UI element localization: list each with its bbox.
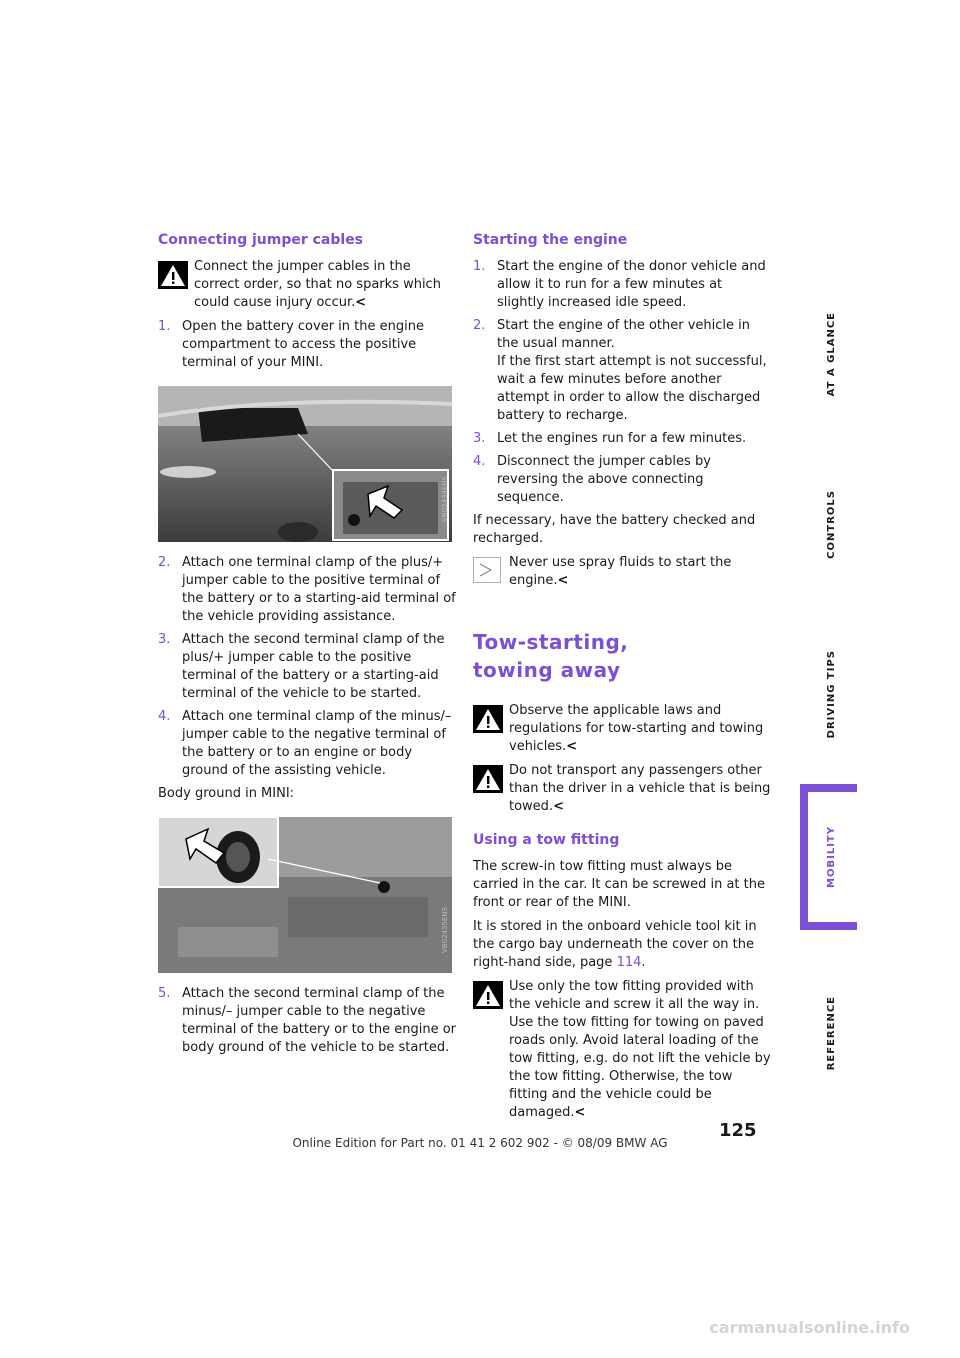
step-text: Attach the second terminal clamp of the minus/– jumper cable to the negative terminal of the battery or to the engine or body ground of the vehicle to be started. bbox=[182, 986, 456, 1055]
step-number: 3. bbox=[473, 431, 486, 446]
heading-connecting-jumper-cables: Connecting jumper cables bbox=[158, 232, 364, 248]
warning-note-laws: Observe the applicable laws and regulations for tow-starting and towing vehicles.< bbox=[473, 702, 773, 756]
footer-edition: Online Edition for Part no. 01 41 2 602 902 - © 08/09 BMW AG bbox=[292, 1136, 668, 1150]
tip-arrow-icon bbox=[473, 557, 501, 583]
recharge-paragraph: If necessary, have the battery checked and recharged. bbox=[473, 513, 756, 546]
step-number: 2. bbox=[158, 555, 171, 570]
right-column bbox=[473, 230, 773, 1128]
step-text: Let the engines run for a few minutes. bbox=[497, 431, 747, 446]
body-ground-caption: Body ground in MINI: bbox=[158, 786, 295, 801]
step-number: 1. bbox=[158, 319, 171, 334]
heading-starting-engine: Starting the engine bbox=[473, 232, 628, 248]
step-text: Attach one terminal clamp of the plus/+ jumper cable to the positive terminal of the battery or to a starting-aid terminal of the vehicle providing assistance. bbox=[182, 555, 456, 624]
warning-note-tow-fitting: Use only the tow fitting provided with the vehicle and screw it all the way in. Use the tow fitting for towing on paved roads only. Avoid lateral loading of the tow fitting, e.g. do not lift the vehicle by the tow fitting. Otherwise, the tow fitting and the vehicle could be damaged.< bbox=[473, 978, 773, 1122]
warning-triangle-icon bbox=[473, 981, 503, 1009]
figure-body-ground bbox=[158, 817, 452, 973]
side-tab-reference[interactable]: REFERENCE bbox=[826, 996, 837, 1071]
tow-fitting-paragraph-2: It is stored in the onboard vehicle tool kit in the cargo bay underneath the cover on the right-hand side, page 114. bbox=[473, 919, 757, 970]
figure-battery-cover bbox=[158, 386, 452, 542]
tow-fitting-paragraph-1: The screw-in tow fitting must always be carried in the car. It can be screwed in at the front or rear of the MINI. bbox=[473, 859, 765, 910]
step-number: 4. bbox=[473, 454, 486, 469]
watermark: carmanualsonline.info bbox=[709, 1318, 910, 1337]
warning-note-passengers: Do not transport any passengers other than the driver in a vehicle that is being towed.< bbox=[473, 762, 773, 816]
end-mark: < bbox=[574, 1105, 586, 1120]
step-number: 5. bbox=[158, 986, 171, 1001]
side-tab-controls[interactable]: CONTROLS bbox=[826, 490, 837, 559]
end-mark: < bbox=[355, 295, 367, 310]
step-text: Start the engine of the other vehicle in the usual manner. If the first start attempt is not successful, wait a few minutes before another attempt in order to allow the discharged battery to recharge. bbox=[497, 318, 767, 423]
tip-note-spray: Never use spray fluids to start the engine.< bbox=[473, 554, 773, 590]
start-step-2 bbox=[473, 317, 773, 425]
step-text: Attach the second terminal clamp of the plus/+ jumper cable to the positive terminal of the battery or a starting-aid terminal of the vehicle to be started. bbox=[182, 632, 445, 701]
side-tab-at-a-glance[interactable]: AT A GLANCE bbox=[826, 312, 837, 397]
start-step-4 bbox=[473, 453, 773, 507]
warning-triangle-icon bbox=[473, 705, 503, 733]
end-mark: < bbox=[553, 799, 564, 814]
step-number: 2. bbox=[473, 318, 486, 333]
step-3 bbox=[158, 631, 458, 703]
step-number: 3. bbox=[158, 632, 171, 647]
page-number: 125 bbox=[719, 1120, 757, 1141]
heading-tow-starting: Tow-starting, towing away bbox=[473, 630, 629, 682]
warning-note-connect-order: Connect the jumper cables in the correct order, so that no sparks which could cause injury occur.< bbox=[158, 258, 458, 312]
step-text: Disconnect the jumper cables by reversing the above connecting sequence. bbox=[497, 454, 711, 505]
end-mark: < bbox=[557, 573, 569, 588]
warning-triangle-icon bbox=[158, 261, 188, 289]
figure-code: VB02434ENS bbox=[441, 476, 449, 522]
step-number: 4. bbox=[158, 709, 171, 724]
start-step-3 bbox=[473, 430, 773, 448]
left-column bbox=[158, 230, 458, 1062]
side-tab-mobility[interactable]: MOBILITY bbox=[826, 826, 837, 888]
step-text: Open the battery cover in the engine compartment to access the positive terminal of your MINI. bbox=[182, 319, 424, 370]
heading-using-tow-fitting: Using a tow fitting bbox=[473, 832, 620, 848]
step-text: Attach one terminal clamp of the minus/– jumper cable to the negative terminal of the battery or to an engine or body ground of the assisting vehicle. bbox=[182, 709, 452, 778]
figure-code: VB02435ENS bbox=[441, 907, 449, 953]
end-mark: < bbox=[566, 739, 578, 754]
warning-triangle-icon bbox=[473, 765, 503, 793]
step-2 bbox=[158, 554, 458, 626]
page-reference-link[interactable]: 114 bbox=[616, 955, 642, 970]
step-4 bbox=[158, 708, 458, 780]
start-step-1 bbox=[473, 258, 773, 312]
step-1 bbox=[158, 318, 458, 372]
step-text: Start the engine of the donor vehicle and allow it to run for a few minutes at slightly increased idle speed. bbox=[497, 259, 766, 310]
step-number: 1. bbox=[473, 259, 486, 274]
side-tab-driving-tips[interactable]: DRIVING TIPS bbox=[826, 650, 837, 739]
step-5 bbox=[158, 985, 458, 1057]
